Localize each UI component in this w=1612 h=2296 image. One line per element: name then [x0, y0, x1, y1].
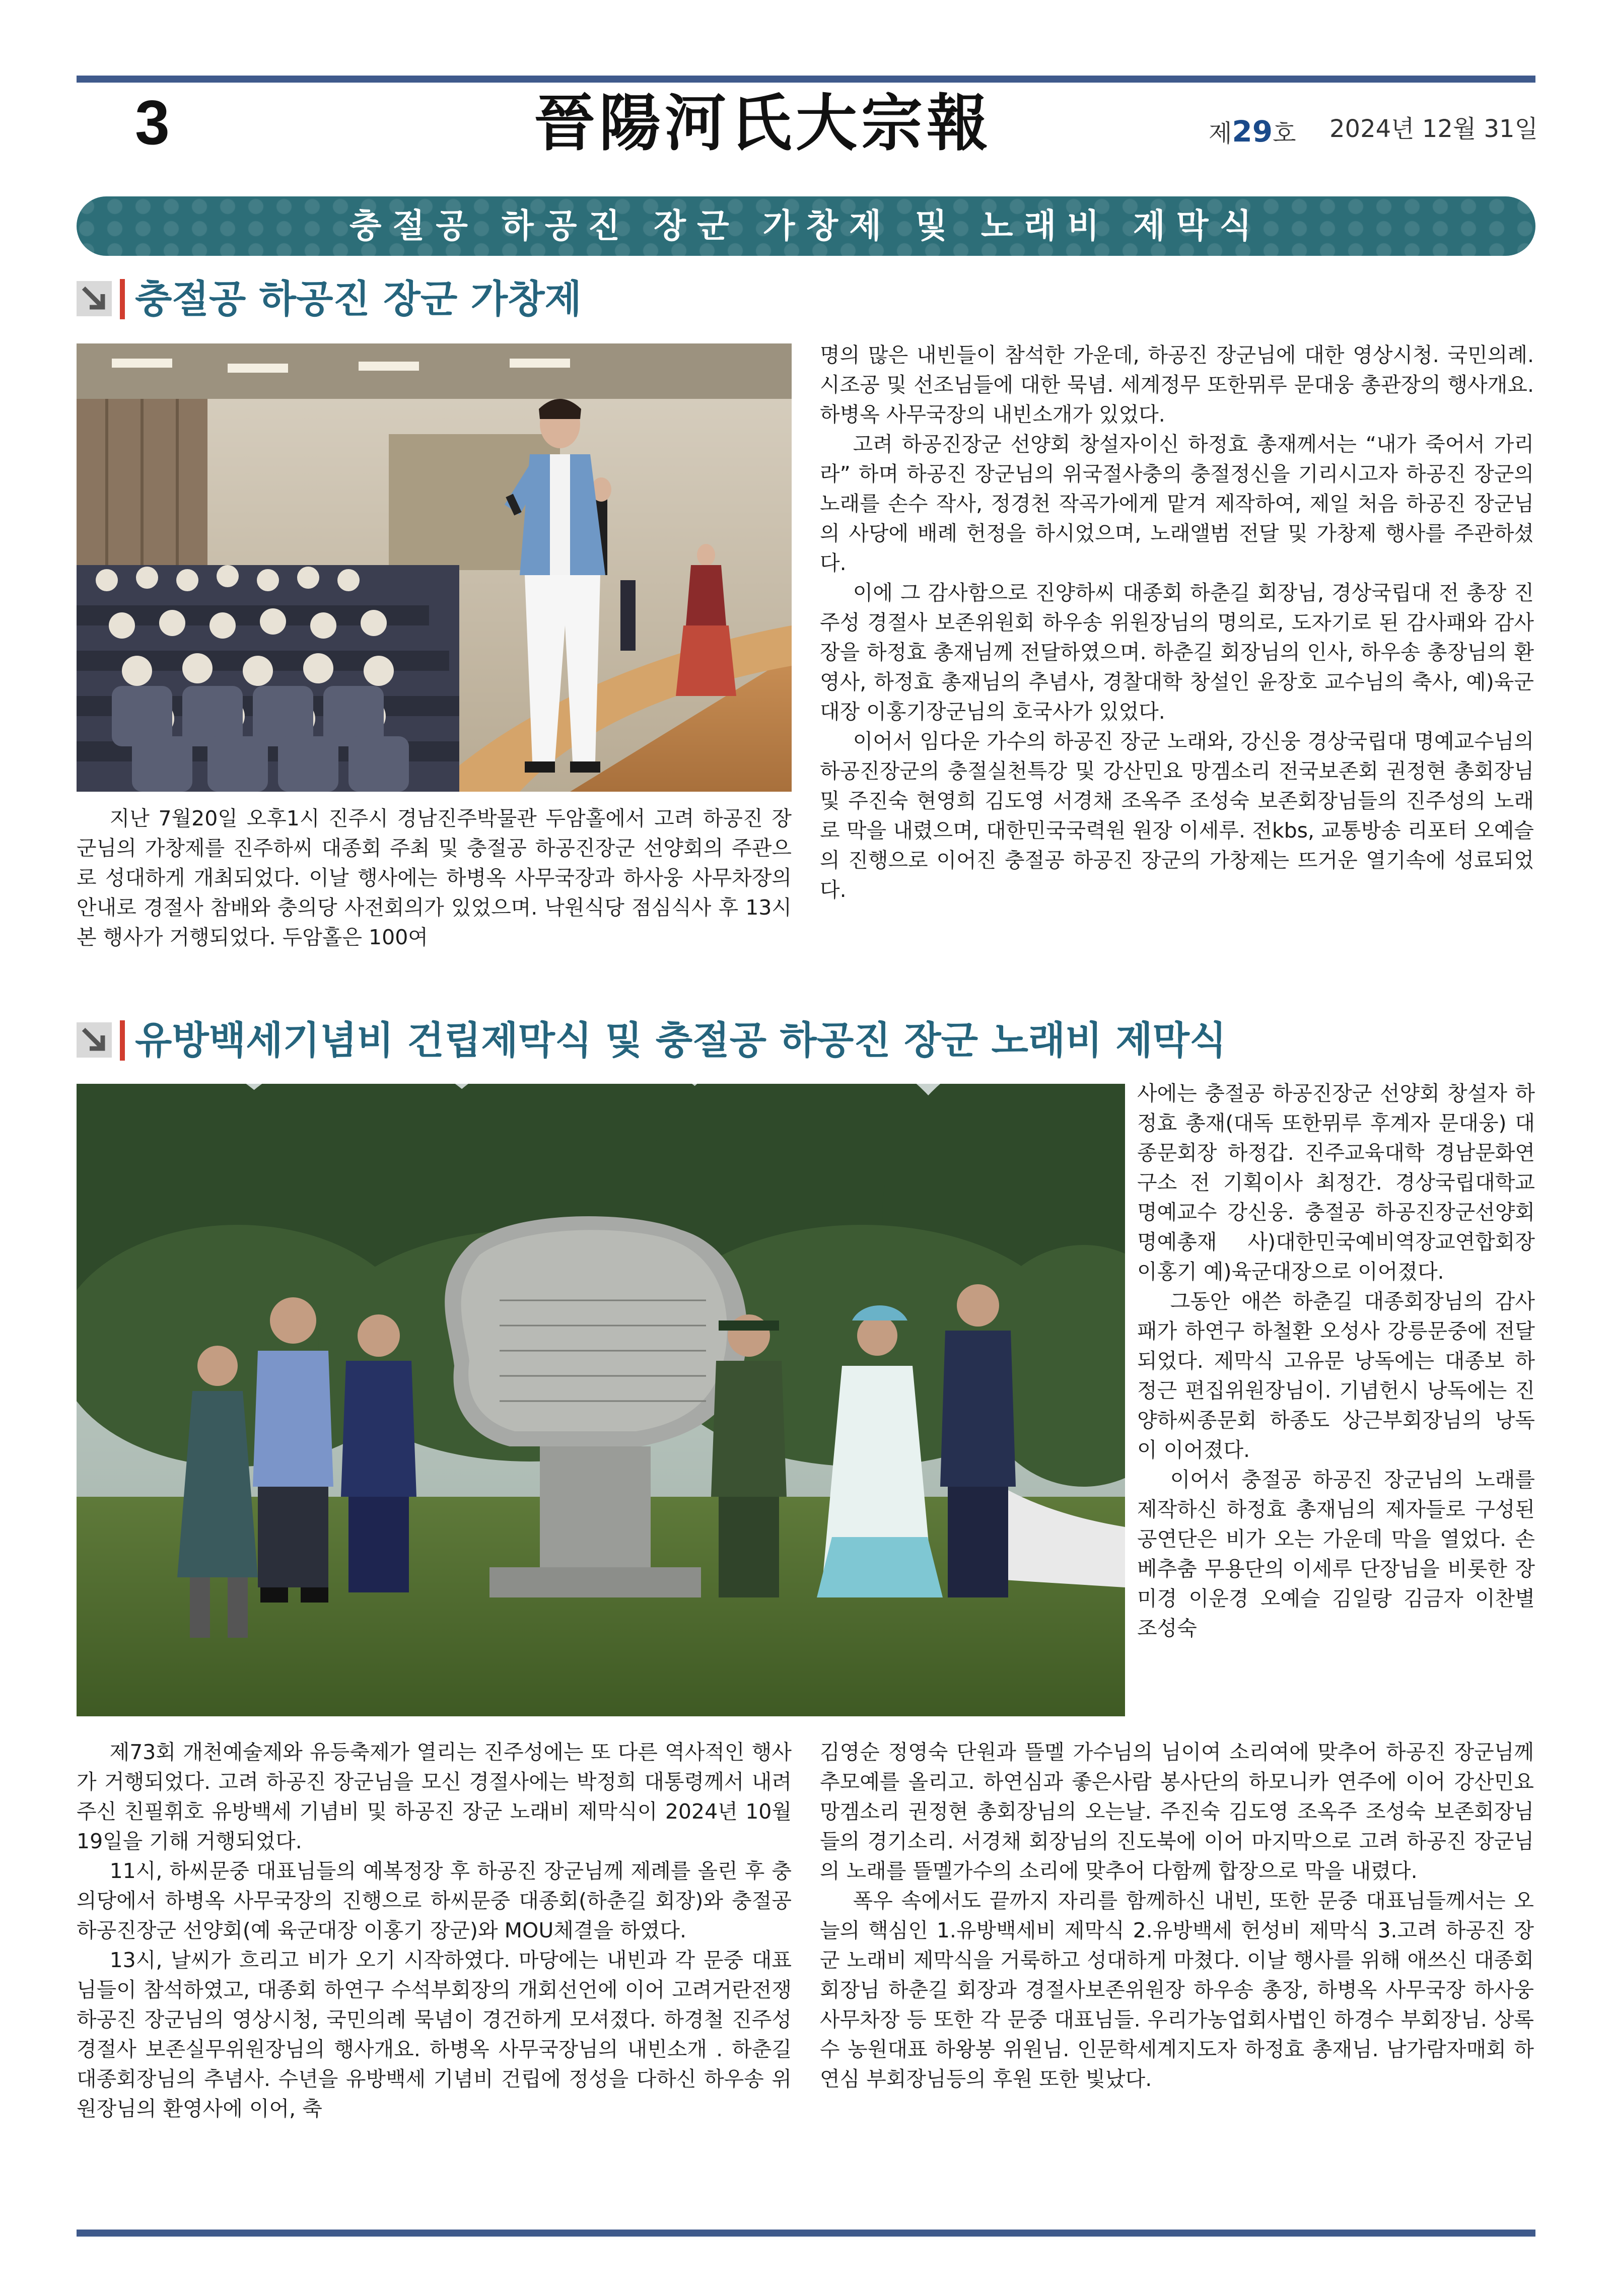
section2-bottom-right-column: [820, 1737, 1534, 2094]
section2-bottom-left-paragraph: 13시, 날씨가 흐리고 비가 오기 시작하였다. 마당에는 내빈과 각 문중 대표님들이 참석하였고, 대종회 하연구 수석부회장의 개회선언에 이어 고려거란전쟁 하공진 장군님의 영상시청, 국민의례 묵념이 경건하게 모셔졌다. 하경철 진주성 경절사 보존실무위원장님의 행사개요. 하병옥 사무국장님의 내빈소개 . 하춘길 대종회장님의 추념사. 수년을 유방백세 기념비 건립에 정성을 다하신 하우송 위원장님의 환영사에 이어, 축: [77, 1948, 792, 2121]
page-banner: [77, 196, 1535, 256]
section2-bottom-left-paragraph: 제73회 개천예술제와 유등축제가 열리는 진주성에는 또 다른 역사적인 행사가 거행되었다. 고려 하공진 장군님을 모신 경절사에는 박정희 대통령께서 내려주신 친필휘호 유방백세 기념비 및 하공진 장군 노래비 제막식이 2024년 10월19일을 기해 거행되었다.: [77, 1740, 792, 1853]
concert-hall-photo: [77, 343, 792, 792]
section2-right-paragraph: 그동안 애쓴 하춘길 대종회장님의 감사패가 하연구 하철환 오성사 강릉문중에 전달되었다. 제막식 고유문 낭독에는 대종보 하정근 편집위원장님이. 기념헌시 낭독에는 진양하씨종문회 하종도 상근부회장님의 낭독이 이어졌다.: [1137, 1289, 1535, 1462]
section-accent-bar: [120, 1020, 125, 1061]
section2-bottom-left-paragraph: 11시, 하씨문중 대표님들의 예복정장 후 하공진 장군님께 제례를 올린 후 충의당에서 하병옥 사무국장의 진행으로 하씨문중 대종회(하춘길 회장)와 충절공 하공진장군 선양회(예 육군대장 이홍기 장군)와 MOU체결을 하였다.: [77, 1859, 792, 1942]
section2-right-paragraph: 이어서 충절공 하공진 장군님의 노래를 제작하신 하정효 총재님의 제자들로 구성된 공연단은 비가 오는 가운데 막을 열었다. 손베추춤 무용단의 이세루 단장님을 비롯한 장미경 이운경 오예슬 김일랑 김금자 이찬별 조성숙: [1137, 1468, 1535, 1640]
section2-right-paragraph: 사에는 충절공 하공진장군 선양회 창설자 하정효 총재(대독 또한뮈루 후계자 문대웅) 대종문회장 하정갑. 진주교육대학 경남문화연구소 전 기획이사 최정간. 경상국립대학교 명예교수 강신웅. 충절공 하공진장군선양회 명예총재 사)대한민국예비역장교연합회장 이홍기 예)육군대장으로 이어졌다.: [1137, 1081, 1535, 1284]
section2-bottom-right-paragraph: 폭우 속에서도 끝까지 자리를 함께하신 내빈, 또한 문중 대표님들께서는 오늘의 핵심인 1.유방백세비 제막식 2.유방백세 헌성비 제막식 3.고려 하공진 장군 노래비 제막식을 거룩하고 성대하게 마쳤다. 이날 행사를 위해 애쓰신 대종회 회장님 하춘길 회장과 경절사보존위원장 하우송 총장, 하병옥 사무국장 하사웅 사무차장 등 또한 각 문중 대표님들. 우리가농업회사법인 하경수 부회장님. 상록수 농원대표 하왕봉 위원님. 인문학세계지도자 하정효 총재님. 남가람자매회 하연심 부회장님등의 후원 또한 빛났다.: [820, 1889, 1534, 2091]
page-number: 3: [135, 88, 170, 158]
monument-group-photo: [77, 1084, 1125, 1716]
section1-right-paragraph: 이에 그 감사함으로 진양하씨 대종회 하춘길 회장님, 경상국립대 전 총장 진주성 경절사 보존위원회 하우송 위원장님의 명의로, 도자기로 된 감사패와 감사장을 하정효 총재님께 전달하였으며. 하춘길 회장님의 인사, 하우송 총장님의 환영사, 하정효 총재님의 추념사, 경찰대학 창설인 윤장호 교수님의 축사, 예)육군대장 이홍기장군님의 호국사가 있었다.: [820, 581, 1534, 724]
section2-bottom-right-paragraph: 김영순 정영숙 단원과 뜰멜 가수님의 님이여 소리여에 맞추어 하공진 장군님께 추모예를 올리고. 하연심과 좋은사람 봉사단의 하모니카 연주에 이어 강산민요 망겜소리 권정현 총회장님의 오는날. 주진숙 김도영 조옥주 조성숙 보존회장님들의 경기소리. 서경채 회장님의 진도북에 이어 마지막으로 고려 하공진 장군님의 노래를 뜰멜가수의 소리에 맞추어 다함께 합장으로 막을 내렸다.: [820, 1740, 1534, 1883]
section2-bottom-left-column: [77, 1737, 792, 2124]
masthead: 晉陽河氏大宗報: [534, 87, 992, 159]
section2-title: 유방백세기념비 건립제막식 및 충절공 하공진 장군 노래비 제막식: [135, 1018, 1227, 1063]
issue-number: 제29호: [1209, 114, 1296, 149]
section1-left-text: [77, 804, 792, 952]
top-rule: [77, 76, 1535, 83]
section-accent-bar: [120, 279, 125, 319]
section-arrow-icon: [77, 1022, 112, 1058]
section-arrow-icon: [77, 281, 112, 316]
section1-title: 충절공 하공진 장군 가창제: [135, 276, 582, 321]
section1-right-paragraph: 이어서 임다운 가수의 하공진 장군 노래와, 강신웅 경상국립대 명예교수님의 하공진장군의 충절실천특강 및 강산민요 망겜소리 전국보존회 권정현 총회장님 및 주진숙 현영희 김도영 서경채 조옥주 조성숙 보존회장님들의 진주성의 노래로 막을 내렸으며, 대한민국국력원 원장 이세루. 전kbs, 교통방송 리포터 오예슬의 진행으로 이어진 충절공 하공진 장군의 가창제는 뜨거운 열기속에 성료되었다.: [820, 729, 1534, 902]
section1-right-column: [820, 340, 1534, 905]
issue-date: 2024년 12월 31일: [1329, 115, 1538, 143]
bottom-rule: [77, 2230, 1535, 2237]
section1-left-paragraph: 지난 7월20일 오후1시 진주시 경남진주박물관 두암홀에서 고려 하공진 장군님의 가창제를 진주하씨 대종회 주최 및 충절공 하공진장군 선양회의 주관으로 성대하게 개최되었다. 이날 행사에는 하병옥 사무국장과 하사웅 사무차장의 안내로 경절사 참배와 충의당 사전회의가 있었으며. 낙원식당 점심식사 후 13시 본 행사가 거행되었다. 두암홀은 100여: [77, 806, 792, 949]
section2-right-column: [1137, 1079, 1535, 1643]
section1-right-paragraph: 명의 많은 내빈들이 참석한 가운데, 하공진 장군님에 대한 영상시청. 국민의례. 시조공 및 선조님들에 대한 묵념. 세계정무 또한뮈루 문대웅 총관장의 행사개요. 하병옥 사무국장의 내빈소개가 있었다.: [820, 343, 1534, 427]
banner-title: 충절공 하공진 장군 가창제 및 노래비 제막식: [349, 206, 1263, 245]
section1-right-paragraph: 고려 하공진장군 선양회 창설자이신 하정효 총재께서는 “내가 죽어서 가리라” 하며 하공진 장군님의 위국절사충의 충절정신을 기리시고자 하공진 장군의 노래를 손수 작사, 정경천 작곡가에게 맡겨 제작하여, 제일 처음 하공진 장군님의 사당에 배례 헌정을 하시었으며, 노래앨범 전달 및 가창제 행사를 주관하셨다.: [820, 432, 1534, 575]
